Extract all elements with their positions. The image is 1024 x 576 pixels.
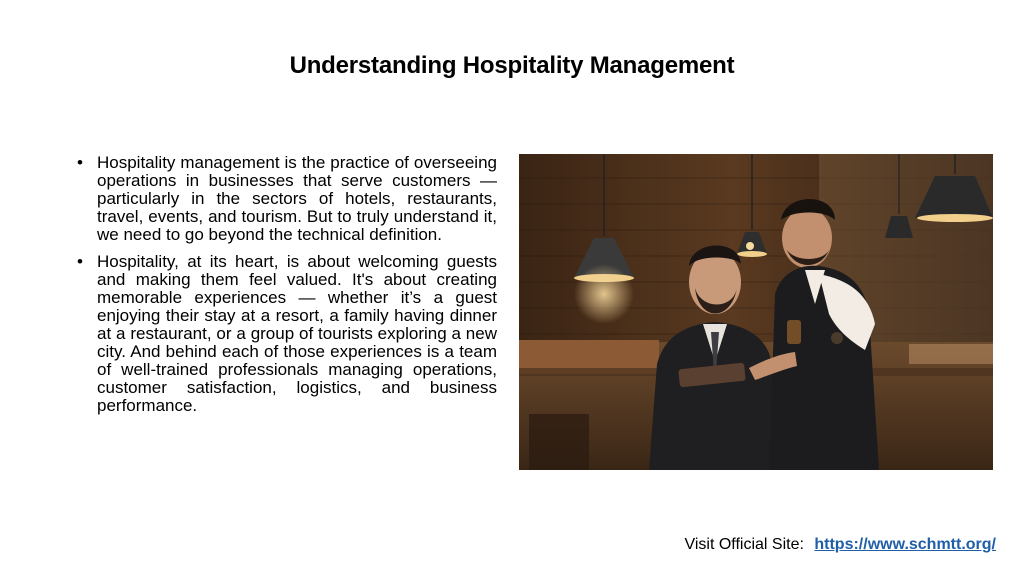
bullet-text: Hospitality management is the practice of overseeing operations in businesses that serve customers — particularly in the sectors of hotels, restaurants, travel, events, and tourism. But to truly understand it, we need to go beyond the technical definition. bbox=[97, 153, 497, 244]
bullet-list bbox=[77, 154, 497, 424]
bullet-item bbox=[77, 253, 497, 415]
bullet-item bbox=[77, 154, 497, 244]
bullet-marker: • bbox=[77, 153, 83, 172]
photo-illustration bbox=[519, 154, 993, 470]
footer bbox=[684, 536, 996, 554]
footer-label: Visit Official Site: bbox=[684, 536, 804, 553]
restaurant-photo bbox=[519, 154, 993, 470]
bullet-marker: • bbox=[77, 252, 83, 271]
bullet-text: Hospitality, at its heart, is about welcoming guests and making them feel valued. It's about creating memorable experiences — whether it’s a guest enjoying their stay at a resort, a family having dinner at a restaurant, or a group of tourists exploring a new city. And behind each of those experiences is a team of well-trained professionals managing operations, customer satisfaction, logistics, and business performance. bbox=[97, 252, 497, 415]
official-site-link[interactable]: https://www.schmtt.org/ bbox=[814, 536, 996, 553]
slide-title: Understanding Hospitality Management bbox=[289, 52, 735, 79]
